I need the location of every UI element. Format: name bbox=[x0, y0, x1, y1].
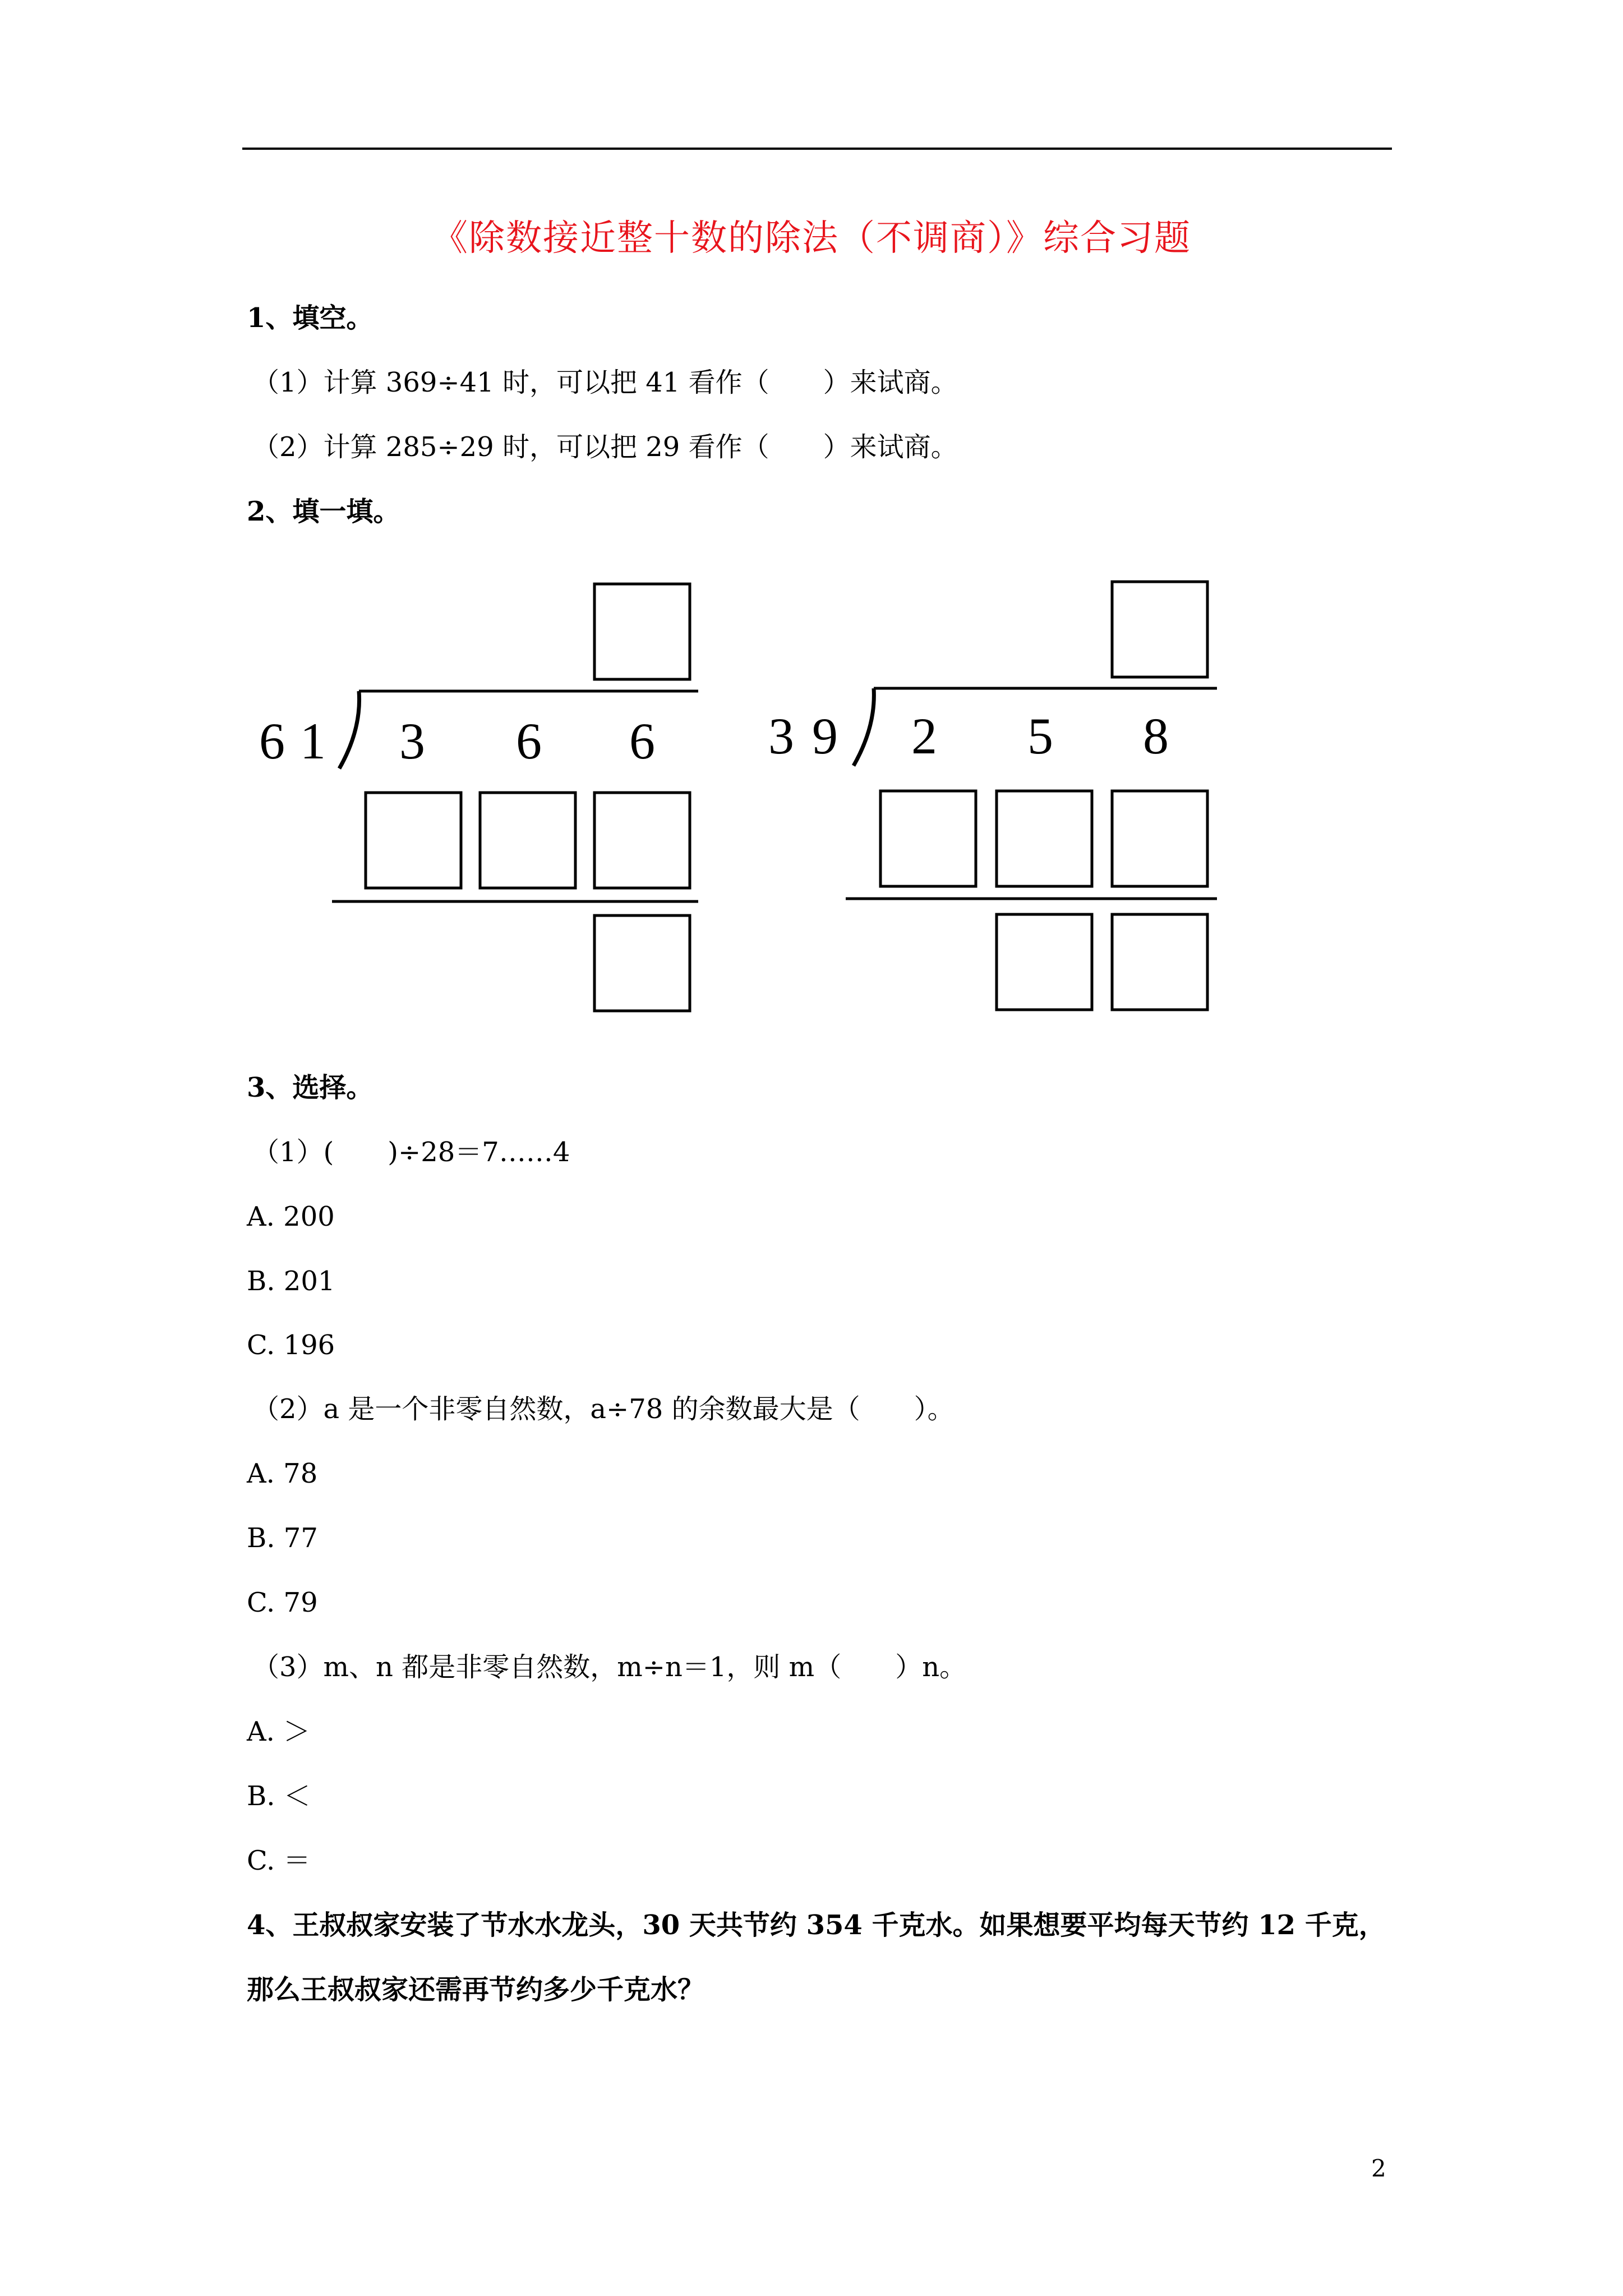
divisor-digit: 1 bbox=[300, 712, 326, 770]
divisor-digit: 3 bbox=[768, 707, 794, 765]
q3-p2-option-a[interactable]: A. 78 bbox=[247, 1458, 318, 1489]
dividend-digit: 6 bbox=[629, 712, 655, 770]
page-number: 2 bbox=[1371, 2155, 1386, 2182]
q1-item-1: （1）计算 369÷41 时，可以把 41 看作（ ）来试商。 bbox=[252, 367, 958, 398]
product-blank-box[interactable] bbox=[1112, 791, 1207, 886]
dividend-digit: 8 bbox=[1143, 707, 1169, 765]
q3-p1-option-a[interactable]: A. 200 bbox=[247, 1201, 335, 1232]
division-bracket bbox=[854, 688, 874, 766]
division-bracket bbox=[339, 691, 359, 769]
q3-p2-option-b[interactable]: B. 77 bbox=[247, 1522, 318, 1554]
dividend-digit: 3 bbox=[399, 712, 425, 770]
remainder-blank-box[interactable] bbox=[1112, 914, 1207, 1010]
q2-heading: 2、填一填。 bbox=[247, 496, 400, 527]
q3-p3-option-b[interactable]: B. ＜ bbox=[247, 1780, 311, 1812]
q3-p1-stem: （1）( )÷28＝7……4 bbox=[252, 1137, 570, 1168]
q3-p3-stem: （3）m、n 都是非零自然数，m÷n＝1，则 m（ ）n。 bbox=[252, 1651, 967, 1683]
quotient-blank-box[interactable] bbox=[594, 584, 690, 679]
division-problem-1 bbox=[259, 584, 698, 1011]
dividend-digit: 2 bbox=[911, 707, 937, 765]
remainder-blank-box[interactable] bbox=[594, 915, 690, 1011]
dividend-digit: 5 bbox=[1027, 707, 1053, 765]
product-blank-box[interactable] bbox=[997, 791, 1092, 886]
quotient-blank-box[interactable] bbox=[1112, 582, 1207, 677]
q3-p2-option-c[interactable]: C. 79 bbox=[247, 1587, 318, 1618]
q3-p1-option-b[interactable]: B. 201 bbox=[247, 1266, 335, 1297]
remainder-blank-box[interactable] bbox=[997, 914, 1092, 1010]
q1-item-2: （2）计算 285÷29 时，可以把 29 看作（ ）来试商。 bbox=[252, 431, 958, 463]
product-blank-box[interactable] bbox=[880, 791, 976, 886]
q3-p3-option-a[interactable]: A. ＞ bbox=[247, 1716, 311, 1747]
q3-heading: 3、选择。 bbox=[247, 1072, 374, 1103]
division-problem-2 bbox=[768, 582, 1217, 1010]
worksheet-title: 《除数接近整十数的除法（不调商）》综合习题 bbox=[432, 218, 1191, 259]
divisor-digit: 6 bbox=[259, 712, 285, 770]
dividend-digit: 6 bbox=[516, 712, 542, 770]
q3-p2-stem: （2）a 是一个非零自然数，a÷78 的余数最大是（ ）。 bbox=[252, 1393, 955, 1425]
q3-p1-option-c[interactable]: C. 196 bbox=[247, 1329, 335, 1361]
product-blank-box[interactable] bbox=[480, 793, 575, 888]
product-blank-box[interactable] bbox=[366, 793, 461, 888]
q1-heading: 1、填空。 bbox=[247, 302, 374, 334]
q4-line-2: 那么王叔叔家还需再节约多少千克水？ bbox=[247, 1974, 705, 2005]
divisor-digit: 9 bbox=[812, 707, 838, 765]
product-blank-box[interactable] bbox=[594, 793, 690, 888]
q3-p3-option-c[interactable]: C. ＝ bbox=[247, 1845, 311, 1876]
q4-line-1: 4、王叔叔家安装了节水水龙头，30 天共节约 354 千克水。如果想要平均每天节约 12 千克， bbox=[247, 1910, 1386, 1941]
